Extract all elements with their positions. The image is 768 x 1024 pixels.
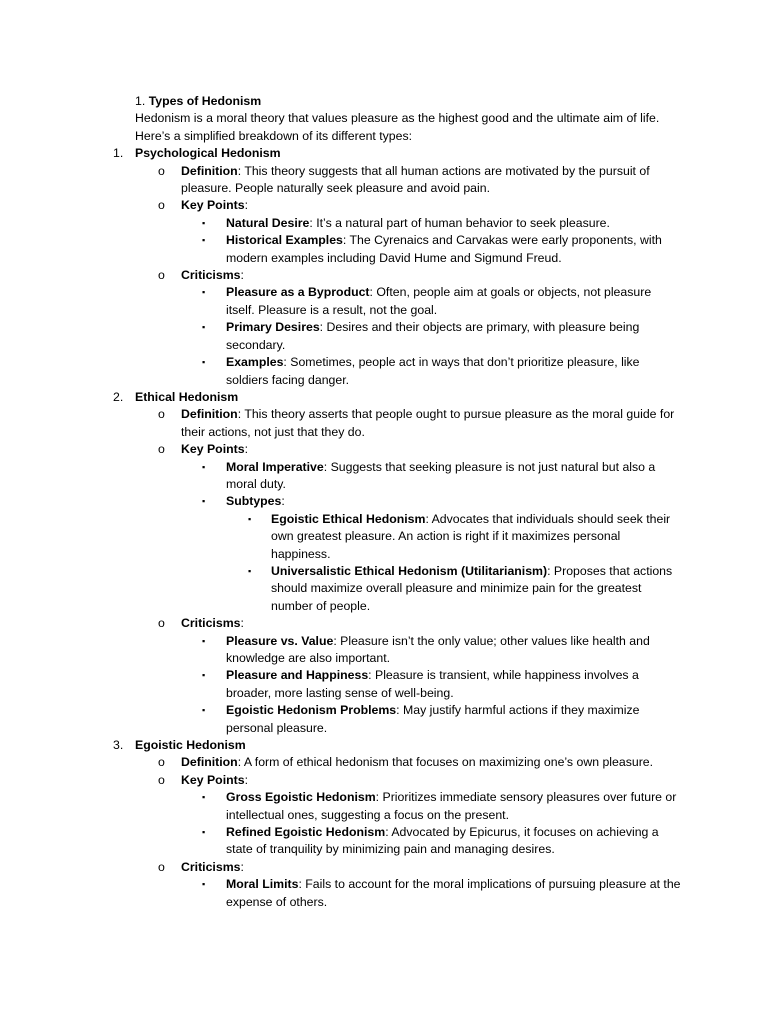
criticism-term: Egoistic Hedonism Problems [226,703,397,718]
section-title: Ethical Hedonism [135,389,239,404]
criticism [0,319,681,354]
criticism-text: : Often, people aim at goals or objects, not pleasure itself. Pleasure is a result, not the goal. [226,285,652,317]
key-point [0,215,681,232]
section-title: Psychological Hedonism [135,146,281,161]
key-point-term: Gross Egoistic Hedonism [226,790,376,805]
definition-term: Definition [181,163,238,178]
criticisms-item: o Criticisms: [0,615,681,632]
square-bullet-icon: ▪ [202,461,206,472]
key-point-term: Natural Desire [226,215,310,230]
definition-item [0,406,681,441]
circle-bullet-icon: o [158,755,165,770]
criticism-text: : Desires and their objects are primary, with pleasure being secondary. [226,320,640,352]
criticism-term: Examples [226,355,284,370]
key-point [0,824,681,859]
definition-term: Definition [181,407,238,422]
definition-item [0,163,681,198]
subtypes-item: ▪ Subtypes: [0,493,681,510]
criticism [0,702,681,737]
square-bullet-icon: ▪ [202,287,206,298]
square-bullet-icon: ▪ [202,705,206,716]
subtype-text: : Proposes that actions should maximize overall pleasure and minimize pain for the greatest number of people. [271,563,673,613]
definition-text: : This theory asserts that people ought to pursue pleasure as the moral guide for their actions, not just that they do. [181,407,675,439]
circle-bullet-icon: o [158,163,165,178]
square-bullet-icon: ▪ [202,670,206,681]
criticism-term: Primary Desires [226,320,320,335]
circle-bullet-icon: o [158,859,165,874]
criticisms-item: o Criticisms: [0,859,681,876]
section-number: 1. [113,146,124,161]
key-points-item: o Key Points: [0,197,681,214]
circle-bullet-icon: o [158,268,165,283]
key-point-text: : Advocated by Epicurus, it focuses on achieving a state of tranquility by minimizing pain and managing desires. [226,825,659,857]
subtype-term: Egoistic Ethical Hedonism [271,511,426,526]
square-bullet-icon: ▪ [202,792,206,803]
square-bullet-icon: ▪ [202,217,206,228]
square-bullet-icon: ▪ [202,235,206,246]
criticism [0,354,681,389]
key-points-item: o Key Points: [0,772,681,789]
section-number: 3. [113,738,124,753]
document-page [0,93,768,911]
circle-bullet-icon: o [158,198,165,213]
square-bullet-icon: ▪ [248,565,252,576]
key-point-term: Moral Imperative [226,459,324,474]
key-points-label: Key Points [181,772,245,787]
key-point-term: Refined Egoistic Hedonism [226,825,386,840]
square-bullet-icon: ▪ [202,879,206,890]
criticism-term: Pleasure vs. Value [226,633,334,648]
criticisms-label: Criticisms [181,268,241,283]
key-point [0,232,681,267]
key-point-text: : It’s a natural part of human behavior to seek pleasure. [309,215,610,230]
circle-bullet-icon: o [158,772,165,787]
subtype-term: Universalistic Ethical Hedonism (Utilitarianism) [271,563,548,578]
square-bullet-icon: ▪ [202,496,206,507]
square-bullet-icon: ▪ [202,635,206,646]
key-point-text: : The Cyrenaics and Carvakas were early proponents, with modern examples including David Hume and Sigmund Freud. [226,233,662,265]
circle-bullet-icon: o [158,616,165,631]
circle-bullet-icon: o [158,442,165,457]
key-points-item: o Key Points: [0,441,681,458]
heading-title: Types of Hedonism [148,94,262,108]
definition-term: Definition [181,755,238,770]
square-bullet-icon: ▪ [202,322,206,333]
key-points-label: Key Points [181,198,245,213]
criticism-text: : May justify harmful actions if they maximize personal pleasure. [226,703,640,735]
section-egoistic-hedonism [0,737,680,754]
key-point-term: Historical Examples [226,233,343,248]
criticism-text: : Pleasure is transient, while happiness involves a broader, more lasting sense of well-being. [226,668,639,700]
key-point [0,459,681,494]
criticism-text: : Sometimes, people act in ways that don’t prioritize pleasure, like soldiers facing danger. [226,355,640,387]
definition-item [0,754,681,771]
criticism-term: Pleasure and Happiness [226,668,369,683]
document-heading [0,93,768,110]
criticism [0,633,681,668]
section-title: Egoistic Hedonism [135,738,246,753]
square-bullet-icon: ▪ [202,827,206,838]
intro-paragraph: Hedonism is a moral theory that values pleasure as the highest good and the ultimate aim of life. Here’s a simplified breakdown of its different types: [135,111,660,143]
subtype [0,563,681,615]
section-number: 2. [113,389,124,404]
criticism-term: Moral Limits [226,877,299,892]
criticism [0,284,681,319]
section-ethical-hedonism [0,389,680,406]
key-point [0,789,681,824]
subtype [0,511,681,563]
criticisms-label: Criticisms [181,859,241,874]
section-psychological-hedonism [0,145,680,162]
square-bullet-icon: ▪ [202,357,206,368]
criticism-term: Pleasure as a Byproduct [226,285,370,300]
key-points-label: Key Points [181,442,245,457]
square-bullet-icon: ▪ [248,513,252,524]
criticisms-label: Criticisms [181,616,241,631]
criticism [0,667,681,702]
criticism-text: : Fails to account for the moral implications of pursuing pleasure at the expense of others. [226,877,681,909]
circle-bullet-icon: o [158,407,165,422]
key-point-text: : Suggests that seeking pleasure is not just natural but also a moral duty. [226,459,656,491]
subtype-text: : Advocates that individuals should seek their own greatest pleasure. An action is right if it maximizes personal happiness. [271,511,671,561]
criticism-text: : Pleasure isn’t the only value; other values like health and knowledge are also important. [226,633,650,665]
criticisms-item: o Criticisms: [0,267,681,284]
subtypes-label: Subtypes [226,494,282,509]
criticism [0,876,681,911]
key-point-text: : Prioritizes immediate sensory pleasures over future or intellectual ones, suggesting a focus on the present. [226,790,677,822]
heading-number: 1. [135,94,146,108]
definition-text: : This theory suggests that all human actions are motivated by the pursuit of pleasure. People naturally seek pleasure and avoid pain. [181,163,650,196]
definition-text: : A form of ethical hedonism that focuses on maximizing one’s own pleasure. [237,755,654,770]
